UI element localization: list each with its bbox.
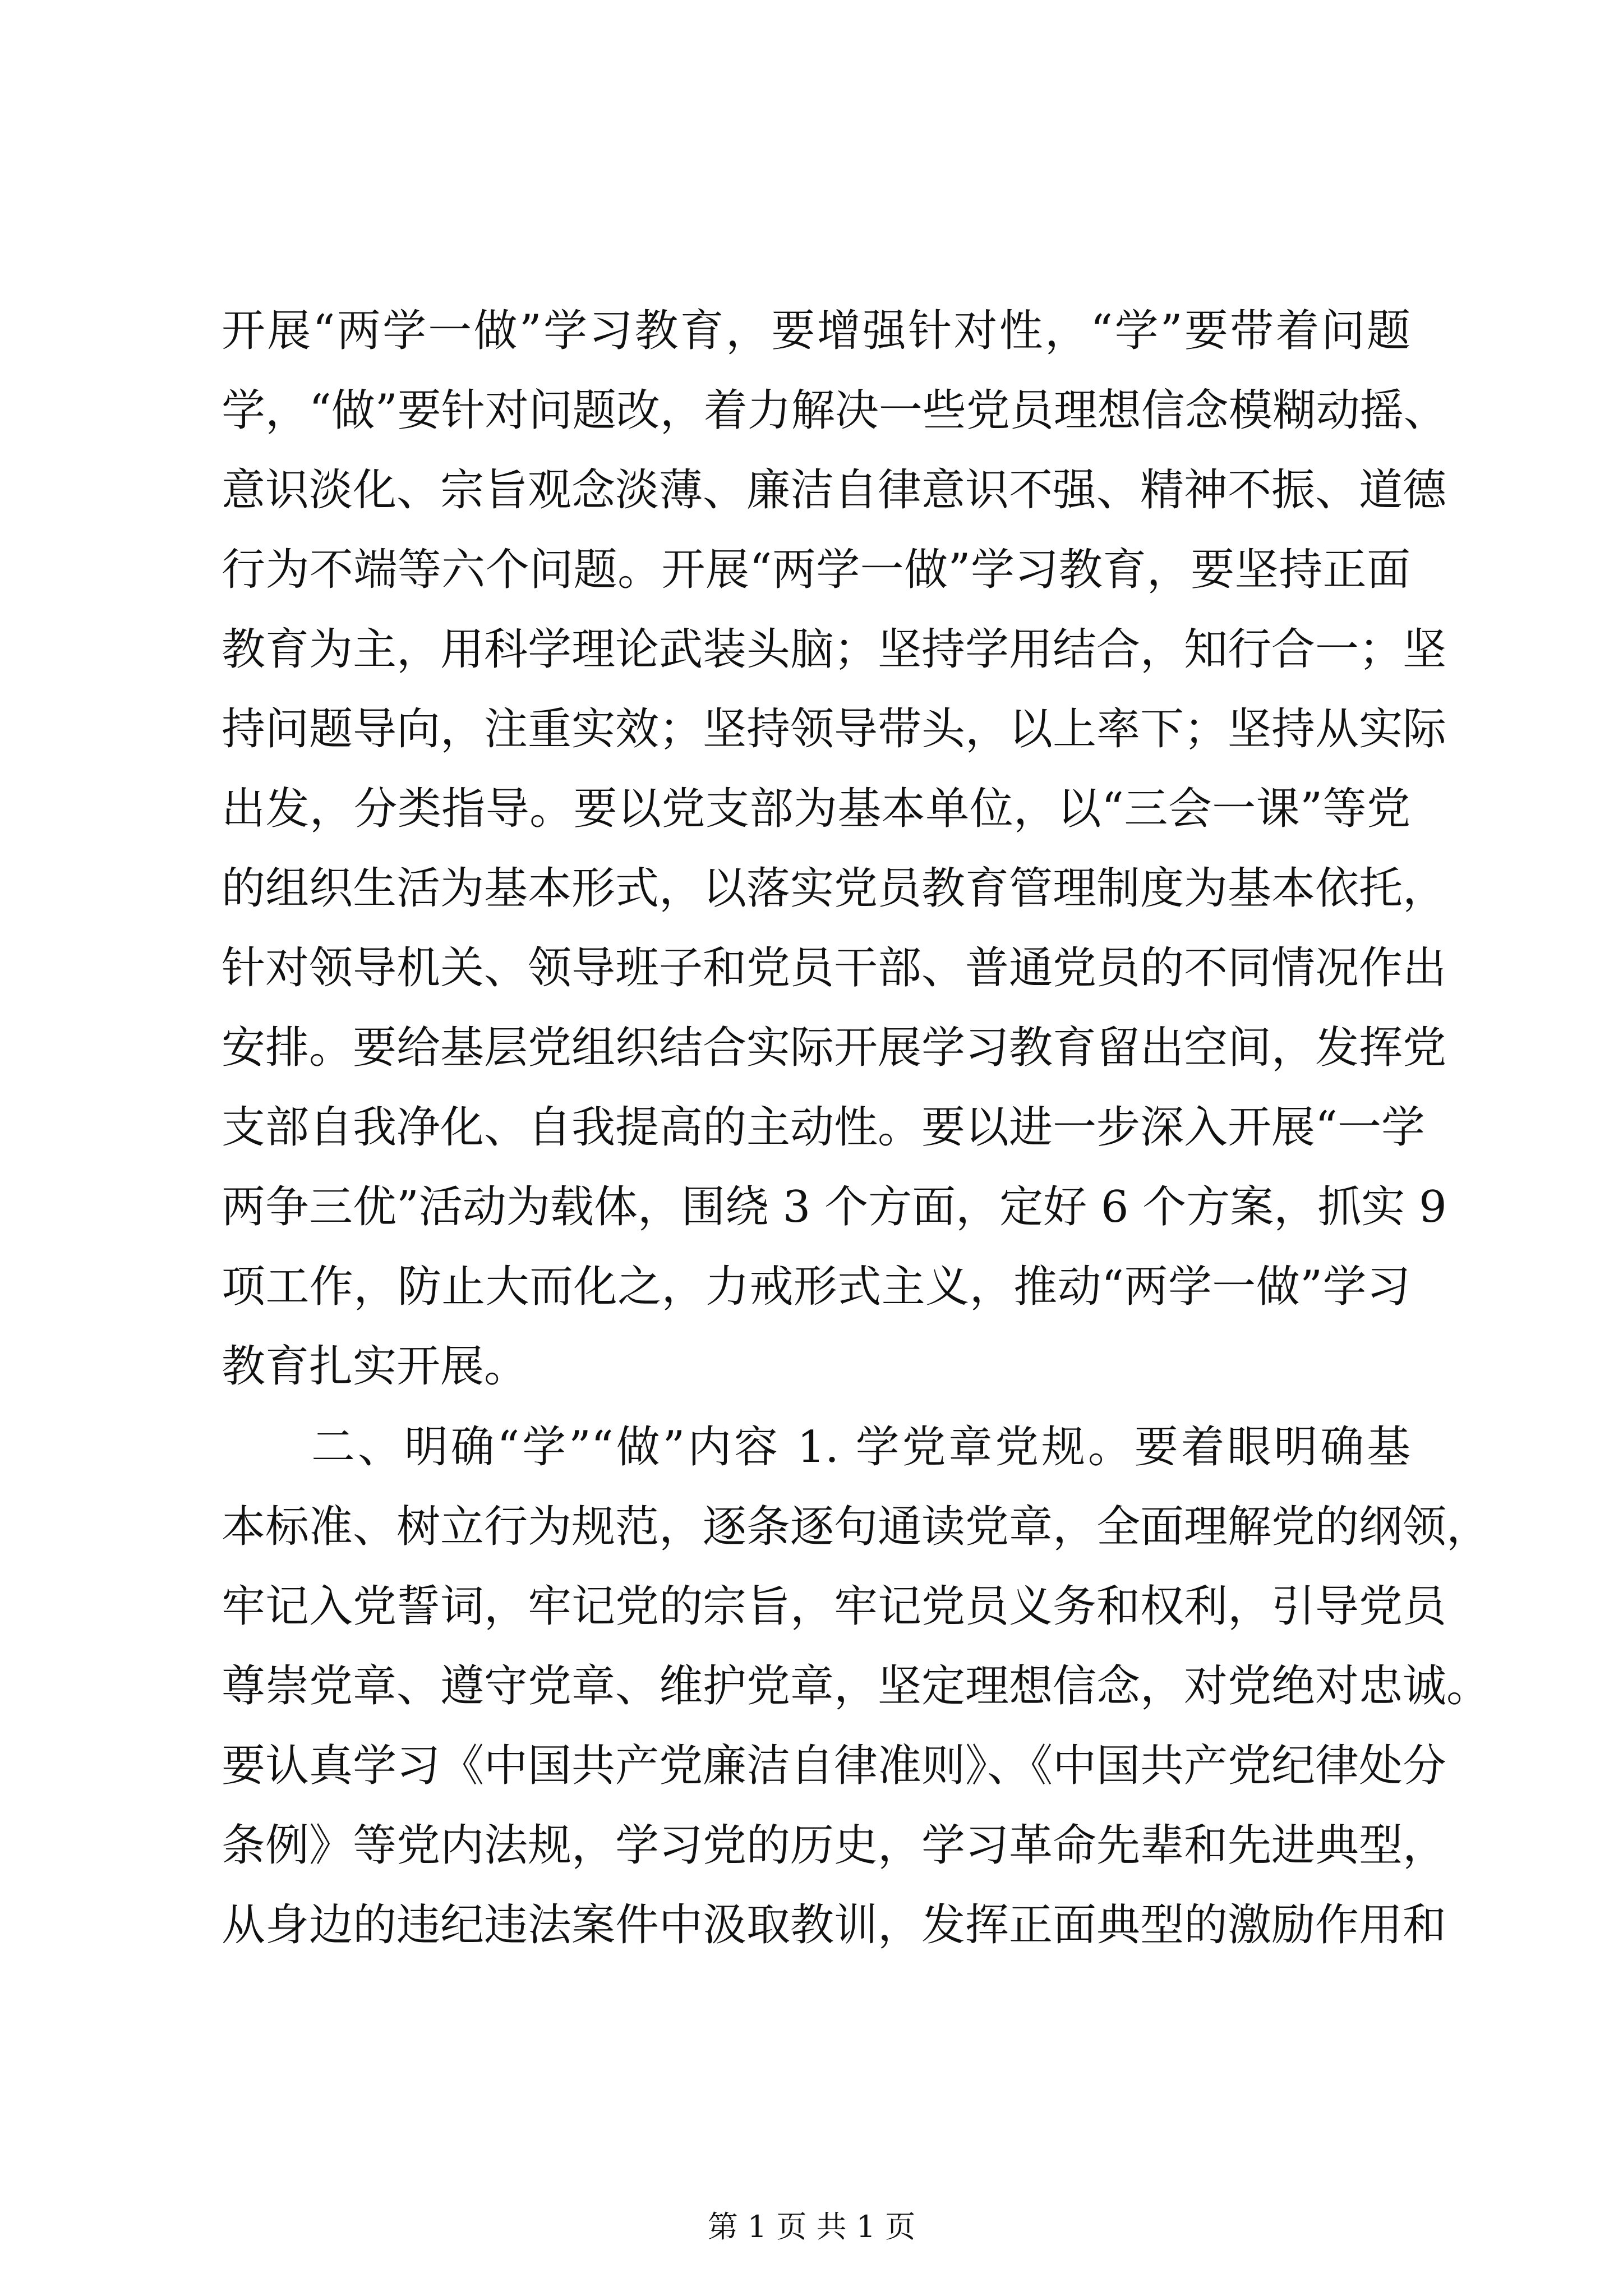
paragraph-line: 行为不端等六个问题。开展“两学一做”学习教育，要坚持正面 [222, 545, 1410, 595]
paragraph-line: 学，“做”要针对问题改，着力解决一些党员理想信念模糊动摇、 [222, 385, 1447, 436]
paragraph-line: 安排。要给基层党组织结合实际开展学习教育留出空间，发挥党 [222, 1023, 1447, 1073]
paragraph-line: 开展“两学一做”学习教育，要增强针对性，“学”要带着问题 [222, 306, 1410, 356]
paragraph-line: 项工作，防止大而化之，力戒形式主义，推动“两学一做”学习 [222, 1262, 1410, 1312]
paragraph-line: 持问题导向，注重实效；坚持领导带头，以上率下；坚持从实际 [222, 704, 1447, 754]
paragraph-line: 尊崇党章、遵守党章、维护党章，坚定理想信念，对党绝对忠诚。 [222, 1661, 1491, 1711]
paragraph-line: 两争三优”活动为载体，围绕 3 个方面，定好 6 个方案，抓实 9 [222, 1182, 1447, 1232]
paragraph-line: 教育扎实开展。 [222, 1341, 528, 1392]
paragraph-line: 从身边的违纪违法案件中汲取教训，发挥正面典型的激励作用和 [222, 1900, 1447, 1950]
paragraph-line: 支部自我净化、自我提高的主动性。要以进一步深入开展“一学 [222, 1102, 1425, 1153]
paragraph-line: 教育为主，用科学理论武装头脑；坚持学用结合，知行合一；坚 [222, 624, 1447, 675]
section-heading-line: 二、明确“学”“做”内容 1. 学党章党规。要着眼明确基 [311, 1422, 1410, 1473]
paragraph-line: 要认真学习《中国共产党廉洁自律准则》、《中国共产党纪律处分 [222, 1741, 1447, 1791]
paragraph-line: 意识淡化、宗旨观念淡薄、廉洁自律意识不强、精神不振、道德 [222, 465, 1447, 516]
paragraph-line: 条例》等党内法规，学习党的历史，学习革命先辈和先进典型， [222, 1820, 1447, 1871]
paragraph-line: 牢记入党誓词，牢记党的宗旨，牢记党员义务和权利，引导党员 [222, 1581, 1447, 1632]
paragraph-line: 针对领导机关、领导班子和党员干部、普通党员的不同情况作出 [222, 943, 1447, 993]
page-footer: 第 1 页 共 1 页 [707, 2209, 916, 2244]
paragraph-line: 本标准、树立行为规范，逐条逐句通读党章，全面理解党的纲领， [222, 1502, 1491, 1552]
paragraph-line: 的组织生活为基本形式，以落实党员教育管理制度为基本依托， [222, 863, 1447, 914]
paragraph-line: 出发，分类指导。要以党支部为基本单位，以“三会一课”等党 [222, 784, 1410, 834]
